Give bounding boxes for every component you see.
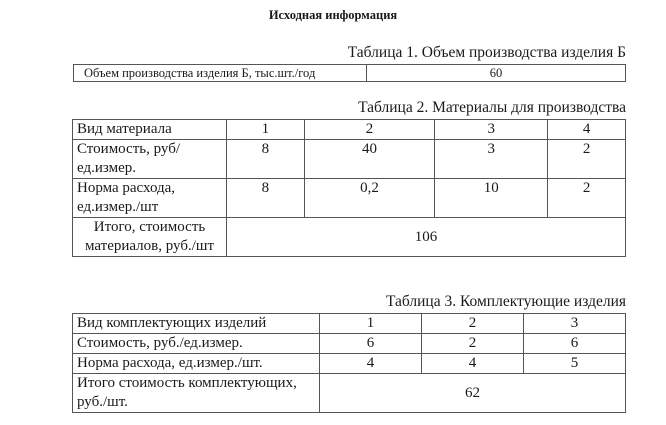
table-cell-value: 8: [227, 140, 305, 179]
table-header-row: [73, 120, 626, 140]
table-cell-value: 60: [367, 65, 626, 82]
table-cell-value: 2: [548, 179, 626, 218]
table-header-cell: 1: [227, 120, 305, 140]
table-cell-value: 4: [422, 354, 524, 374]
table-cell-value: 40: [304, 140, 435, 179]
table-header-cell: 2: [422, 314, 524, 334]
table-cell-label: Вид комплектующих изделий: [73, 314, 320, 334]
table3-caption: Таблица 3. Комплектующие изделия: [385, 293, 626, 310]
table-header-row: [73, 314, 626, 334]
table-header-cell: 3: [435, 120, 548, 140]
table-cell-value: 2: [422, 334, 524, 354]
table-cell-value: 3: [435, 140, 548, 179]
table-header-cell: 1: [320, 314, 422, 334]
table-row: [73, 179, 626, 218]
table-total-row: [73, 374, 626, 413]
table-cell-label: Норма расхода, ед.измер./шт: [73, 179, 227, 218]
table-cell-value: 10: [435, 179, 548, 218]
table-cell-total: 62: [320, 374, 626, 413]
table-cell-value: 4: [320, 354, 422, 374]
table1-caption: Таблица 1. Объем производства изделия Б: [347, 44, 626, 61]
table-header-cell: 3: [524, 314, 626, 334]
table-cell-total: 106: [227, 218, 626, 257]
table-cell-label: Объем производства изделия Б, тыс.шт./год: [74, 65, 367, 82]
production-volume-table: [73, 64, 626, 82]
table-cell-label: Стоимость, руб./ед.измер.: [73, 334, 320, 354]
table-cell-label: Вид материала: [73, 120, 227, 140]
table-total-row: [73, 218, 626, 257]
components-table: [72, 313, 626, 413]
table-row: [73, 354, 626, 374]
table-header-cell: 2: [304, 120, 435, 140]
table-row: [73, 140, 626, 179]
table-cell-value: 8: [227, 179, 305, 218]
table2-caption: Таблица 2. Материалы для производства: [358, 99, 626, 116]
table-header-cell: 4: [548, 120, 626, 140]
table-cell-label: Итого стоимость комплектующих, руб./шт.: [73, 374, 320, 413]
table-cell-label: Итого, стоимость материалов, руб./шт: [73, 218, 227, 257]
page-heading: Исходная информация: [268, 8, 398, 22]
table-cell-value: 5: [524, 354, 626, 374]
table-cell-value: 2: [548, 140, 626, 179]
table-cell-value: 6: [524, 334, 626, 354]
table-cell-value: 0,2: [304, 179, 435, 218]
table-cell-label: Стоимость, руб/ед.измер.: [73, 140, 227, 179]
table-cell-value: 6: [320, 334, 422, 354]
table-cell-label: Норма расхода, ед.измер./шт.: [73, 354, 320, 374]
materials-table: [72, 119, 626, 257]
table-row: [74, 65, 626, 82]
table-row: [73, 334, 626, 354]
